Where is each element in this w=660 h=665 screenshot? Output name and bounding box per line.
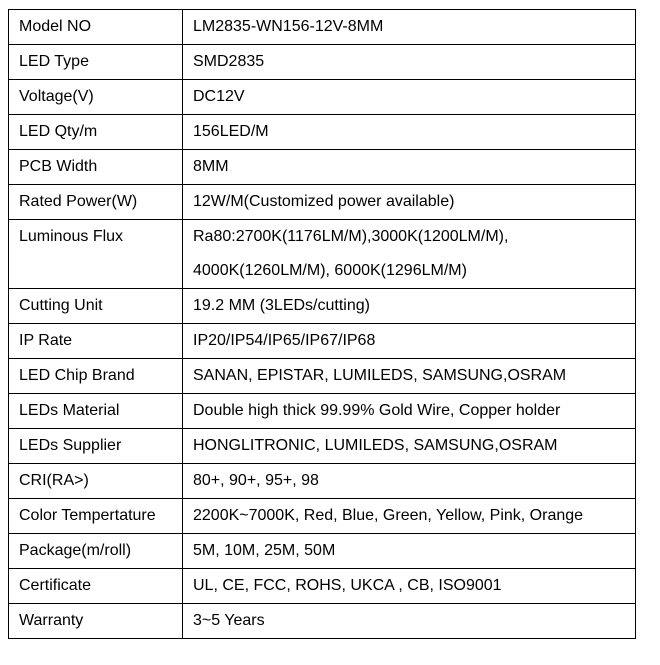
row-label: Certificate	[9, 569, 183, 604]
row-value: 8MM	[183, 150, 636, 185]
row-value: DC12V	[183, 80, 636, 115]
row-label: Package(m/roll)	[9, 534, 183, 569]
row-value-line: 4000K(1260LM/M), 6000K(1296LM/M)	[193, 262, 467, 279]
row-value	[183, 220, 636, 289]
table-row-voltage	[9, 80, 636, 115]
table-row-rated-power	[9, 185, 636, 220]
table-row-model-no	[9, 10, 636, 45]
row-label: Warranty	[9, 604, 183, 639]
table-row-certificate	[9, 569, 636, 604]
row-label: LED Type	[9, 45, 183, 80]
table-row-led-chip-brand	[9, 359, 636, 394]
spec-table	[8, 9, 636, 639]
row-label: CRI(RA>)	[9, 464, 183, 499]
row-value: Double high thick 99.99% Gold Wire, Copper holder	[183, 394, 636, 429]
row-label: Cutting Unit	[9, 289, 183, 324]
row-label: Color Tempertature	[9, 499, 183, 534]
table-row-cutting-unit	[9, 289, 636, 324]
row-label: Model NO	[9, 10, 183, 45]
row-value: UL, CE, FCC, ROHS, UKCA , CB, ISO9001	[183, 569, 636, 604]
row-value: 19.2 MM (3LEDs/cutting)	[183, 289, 636, 324]
row-value: 12W/M(Customized power available)	[183, 185, 636, 220]
row-value: 2200K~7000K, Red, Blue, Green, Yellow, Pink, Orange	[183, 499, 636, 534]
table-row-warranty	[9, 604, 636, 639]
row-value: LM2835-WN156-12V-8MM	[183, 10, 636, 45]
table-row-color-temperature	[9, 499, 636, 534]
row-label: LEDs Supplier	[9, 429, 183, 464]
row-value: HONGLITRONIC, LUMILEDS, SAMSUNG,OSRAM	[183, 429, 636, 464]
row-label: IP Rate	[9, 324, 183, 359]
row-label: LED Qty/m	[9, 115, 183, 150]
row-label: Voltage(V)	[9, 80, 183, 115]
row-value: SMD2835	[183, 45, 636, 80]
table-row-leds-supplier	[9, 429, 636, 464]
table-row-led-qty	[9, 115, 636, 150]
row-label: LED Chip Brand	[9, 359, 183, 394]
row-label: Rated Power(W)	[9, 185, 183, 220]
row-value: SANAN, EPISTAR, LUMILEDS, SAMSUNG,OSRAM	[183, 359, 636, 394]
table-row-luminous-flux	[9, 220, 636, 289]
table-row-pcb-width	[9, 150, 636, 185]
row-label: LEDs Material	[9, 394, 183, 429]
table-row-cri	[9, 464, 636, 499]
table-row-led-type	[9, 45, 636, 80]
row-value-line: Ra80:2700K(1176LM/M),3000K(1200LM/M),	[193, 228, 509, 245]
row-value: IP20/IP54/IP65/IP67/IP68	[183, 324, 636, 359]
table-row-package	[9, 534, 636, 569]
row-value: 156LED/M	[183, 115, 636, 150]
table-row-ip-rate	[9, 324, 636, 359]
row-value: 3~5 Years	[183, 604, 636, 639]
row-value: 80+, 90+, 95+, 98	[183, 464, 636, 499]
row-value: 5M, 10M, 25M, 50M	[183, 534, 636, 569]
row-label: Luminous Flux	[9, 220, 183, 289]
table-row-leds-material	[9, 394, 636, 429]
row-label: PCB Width	[9, 150, 183, 185]
